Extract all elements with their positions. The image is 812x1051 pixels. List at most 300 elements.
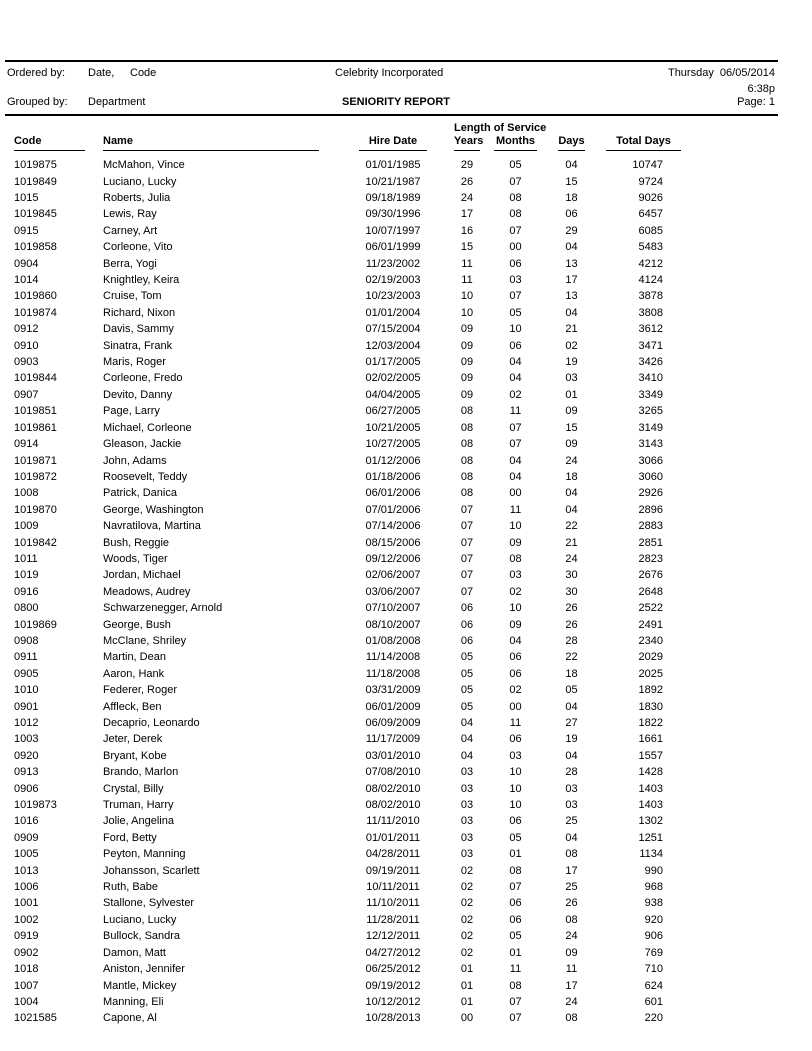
cell-total-days: 710 <box>644 963 663 976</box>
cell-name: Page, Larry <box>103 405 160 418</box>
cell-name: Capone, Al <box>103 1012 157 1025</box>
cell-code: 0903 <box>14 356 39 369</box>
cell-name: Gleason, Jackie <box>103 438 182 451</box>
cell-code: 1016 <box>14 815 39 828</box>
table-row <box>14 387 681 403</box>
cell-total-days: 920 <box>644 913 663 926</box>
cell-days: 30 <box>565 585 578 598</box>
cell-code: 0916 <box>14 585 39 598</box>
col-header-code: Code <box>14 135 85 151</box>
cell-name: George, Bush <box>103 618 171 631</box>
cell-code: 1019851 <box>14 405 57 418</box>
table-row <box>14 600 681 616</box>
cell-years: 03 <box>460 782 474 795</box>
cell-total-days: 990 <box>644 864 663 877</box>
cell-months: 04 <box>509 454 522 467</box>
cell-years: 24 <box>460 192 474 205</box>
cell-years: 00 <box>460 1012 474 1025</box>
cell-hire-date: 10/21/1987 <box>365 175 421 188</box>
cell-days: 15 <box>565 175 578 188</box>
cell-code: 1019869 <box>14 618 57 631</box>
cell-total-days: 2896 <box>638 503 663 516</box>
cell-code: 1021585 <box>14 1012 57 1025</box>
cell-hire-date: 03/31/2009 <box>365 684 421 697</box>
table-row <box>14 961 681 977</box>
cell-hire-date: 06/01/2009 <box>365 700 421 713</box>
cell-name: Patrick, Danica <box>103 487 177 500</box>
cell-hire-date: 09/18/1989 <box>365 192 421 205</box>
cell-months: 08 <box>509 552 522 565</box>
cell-total-days: 2676 <box>638 569 663 582</box>
cell-years: 11 <box>461 274 473 287</box>
grouped-by-value: Department <box>88 96 146 108</box>
cell-months: 06 <box>509 339 522 352</box>
cell-code: 0800 <box>14 602 39 615</box>
cell-years: 26 <box>460 175 474 188</box>
cell-name: Aaron, Hank <box>103 667 165 680</box>
cell-total-days: 1134 <box>639 848 663 861</box>
cell-code: 1013 <box>14 864 39 877</box>
cell-name: Ford, Betty <box>103 831 157 844</box>
cell-hire-date: 02/02/2005 <box>365 372 421 385</box>
cell-years: 07 <box>460 503 474 516</box>
table-row <box>14 452 681 468</box>
cell-years: 29 <box>460 159 474 172</box>
ordered-by-label: Ordered by: <box>7 67 66 79</box>
cell-days: 04 <box>565 749 578 762</box>
cell-name: McClane, Shriley <box>103 634 187 647</box>
table-row <box>14 715 681 731</box>
cell-days: 19 <box>565 356 578 369</box>
table-row <box>14 977 681 993</box>
cell-days: 28 <box>565 766 578 779</box>
cell-months: 11 <box>509 717 522 730</box>
table-row <box>14 305 681 321</box>
table-row <box>14 584 681 600</box>
cell-total-days: 3878 <box>638 290 663 303</box>
cell-years: 02 <box>460 897 474 910</box>
cell-hire-date: 01/17/2005 <box>365 356 421 369</box>
cell-hire-date: 12/12/2011 <box>365 930 421 943</box>
cell-code: 1018 <box>14 963 39 976</box>
cell-total-days: 220 <box>644 1012 663 1025</box>
cell-name: John, Adams <box>103 454 167 467</box>
cell-months: 07 <box>509 995 522 1008</box>
cell-months: 03 <box>509 274 522 287</box>
cell-code: 1019849 <box>14 175 57 188</box>
cell-days: 21 <box>565 536 578 549</box>
cell-years: 03 <box>460 848 474 861</box>
cell-hire-date: 07/08/2010 <box>365 766 421 779</box>
cell-code: 1019860 <box>14 290 57 303</box>
cell-name: Corleone, Fredo <box>103 372 183 385</box>
cell-total-days: 3265 <box>638 405 663 418</box>
cell-hire-date: 11/14/2008 <box>365 651 421 664</box>
table-row <box>14 255 681 271</box>
cell-hire-date: 08/10/2007 <box>365 618 421 631</box>
cell-total-days: 906 <box>644 930 663 943</box>
ordered-by-value-date: Date, <box>88 67 115 79</box>
cell-hire-date: 09/19/2011 <box>365 864 421 877</box>
cell-total-days: 2025 <box>638 667 663 680</box>
cell-months: 11 <box>509 503 522 516</box>
cell-hire-date: 03/01/2010 <box>365 749 421 762</box>
cell-code: 1019845 <box>14 208 57 221</box>
cell-days: 18 <box>565 470 578 483</box>
cell-months: 09 <box>509 618 522 631</box>
header-rule <box>5 114 778 116</box>
cell-days: 03 <box>565 799 578 812</box>
cell-hire-date: 10/11/2011 <box>366 881 420 894</box>
cell-total-days: 3808 <box>638 306 663 319</box>
cell-code: 0912 <box>14 323 39 336</box>
cell-years: 05 <box>460 651 474 664</box>
cell-hire-date: 06/27/2005 <box>365 405 421 418</box>
cell-years: 04 <box>460 733 474 746</box>
cell-hire-date: 08/02/2010 <box>365 782 421 795</box>
table-row <box>14 912 681 928</box>
cell-days: 11 <box>565 963 578 976</box>
table-row <box>14 616 681 632</box>
cell-code: 1015 <box>14 192 39 205</box>
cell-total-days: 2522 <box>638 602 663 615</box>
table-row <box>14 682 681 698</box>
cell-days: 04 <box>565 159 578 172</box>
cell-name: Cruise, Tom <box>103 290 162 303</box>
cell-hire-date: 11/28/2011 <box>366 913 420 926</box>
cell-days: 04 <box>565 503 578 516</box>
cell-months: 11 <box>509 963 522 976</box>
cell-total-days: 1403 <box>638 782 663 795</box>
cell-total-days: 1428 <box>638 766 663 779</box>
cell-name: Berra, Yogi <box>103 257 157 270</box>
cell-years: 09 <box>460 323 474 336</box>
cell-hire-date: 04/04/2005 <box>365 388 421 401</box>
table-row <box>14 1010 681 1026</box>
cell-hire-date: 06/25/2012 <box>365 963 421 976</box>
cell-years: 09 <box>460 388 474 401</box>
cell-name: Peyton, Manning <box>103 848 186 861</box>
cell-days: 24 <box>565 454 578 467</box>
cell-code: 1014 <box>14 274 39 287</box>
cell-months: 06 <box>509 815 522 828</box>
cell-name: Damon, Matt <box>103 946 166 959</box>
cell-name: Maris, Roger <box>103 356 166 369</box>
cell-months: 07 <box>509 438 522 451</box>
cell-name: Devito, Danny <box>103 388 173 401</box>
cell-total-days: 1822 <box>638 717 663 730</box>
cell-total-days: 624 <box>644 979 663 992</box>
cell-name: Stallone, Sylvester <box>103 897 195 910</box>
cell-days: 17 <box>565 979 578 992</box>
cell-code: 1009 <box>14 520 39 533</box>
table-row <box>14 928 681 944</box>
cell-code: 1010 <box>14 684 39 697</box>
cell-hire-date: 07/14/2006 <box>365 520 421 533</box>
cell-days: 25 <box>565 815 578 828</box>
cell-name: Navratilova, Martina <box>103 520 201 533</box>
cell-years: 08 <box>460 405 474 418</box>
cell-days: 04 <box>565 241 578 254</box>
table-row <box>14 879 681 895</box>
cell-days: 08 <box>565 1012 578 1025</box>
cell-total-days: 3060 <box>638 470 663 483</box>
cell-hire-date: 04/27/2012 <box>365 946 421 959</box>
cell-hire-date: 06/09/2009 <box>365 717 421 730</box>
cell-name: George, Washington <box>103 503 204 516</box>
report-table <box>14 157 681 1027</box>
cell-name: Johansson, Scarlett <box>103 864 200 877</box>
cell-code: 1019861 <box>14 421 57 434</box>
cell-hire-date: 06/01/2006 <box>365 487 421 500</box>
cell-code: 1019842 <box>14 536 57 549</box>
cell-months: 06 <box>509 913 522 926</box>
cell-code: 1019 <box>14 569 39 582</box>
cell-years: 03 <box>460 799 474 812</box>
cell-days: 17 <box>565 274 578 287</box>
table-row <box>14 797 681 813</box>
table-row <box>14 223 681 239</box>
cell-days: 30 <box>565 569 578 582</box>
cell-hire-date: 07/15/2004 <box>365 323 421 336</box>
col-header-months: Months <box>494 135 537 151</box>
table-row <box>14 288 681 304</box>
report-table-body <box>14 157 681 1027</box>
cell-total-days: 2883 <box>638 520 663 533</box>
cell-name: Jordan, Michael <box>103 569 181 582</box>
table-row <box>14 534 681 550</box>
cell-code: 1006 <box>14 881 39 894</box>
col-header-hire-date: Hire Date <box>359 135 427 151</box>
cell-code: 0901 <box>14 700 39 713</box>
cell-total-days: 9026 <box>638 192 663 205</box>
cell-name: Mantle, Mickey <box>103 979 177 992</box>
table-row <box>14 420 681 436</box>
cell-years: 02 <box>460 913 474 926</box>
cell-years: 08 <box>460 421 474 434</box>
cell-years: 08 <box>460 487 474 500</box>
table-row <box>14 469 681 485</box>
report-title: SENIORITY REPORT <box>342 96 450 108</box>
cell-total-days: 1830 <box>638 700 663 713</box>
cell-years: 09 <box>460 372 474 385</box>
cell-hire-date: 10/27/2005 <box>365 438 421 451</box>
cell-name: Truman, Harry <box>103 799 174 812</box>
table-row <box>14 895 681 911</box>
cell-total-days: 3471 <box>638 339 663 352</box>
cell-name: Davis, Sammy <box>103 323 174 336</box>
cell-code: 1002 <box>14 913 39 926</box>
cell-hire-date: 07/01/2006 <box>365 503 421 516</box>
grouped-by-label: Grouped by: <box>7 96 68 108</box>
table-row <box>14 157 681 173</box>
cell-years: 03 <box>460 815 474 828</box>
top-rule <box>5 60 778 62</box>
cell-years: 10 <box>460 306 474 319</box>
cell-days: 18 <box>565 667 578 680</box>
cell-years: 07 <box>460 569 474 582</box>
cell-code: 0915 <box>14 224 39 237</box>
table-row <box>14 370 681 386</box>
table-row <box>14 173 681 189</box>
table-row <box>14 830 681 846</box>
cell-total-days: 1892 <box>638 684 663 697</box>
cell-months: 03 <box>509 569 522 582</box>
cell-total-days: 3066 <box>638 454 663 467</box>
cell-name: Brando, Marlon <box>103 766 179 779</box>
cell-total-days: 9724 <box>638 175 663 188</box>
cell-years: 07 <box>460 536 474 549</box>
cell-months: 10 <box>509 766 522 779</box>
cell-hire-date: 11/23/2002 <box>365 257 421 270</box>
cell-code: 1011 <box>14 552 38 565</box>
cell-hire-date: 01/08/2008 <box>365 634 421 647</box>
cell-months: 00 <box>509 487 522 500</box>
cell-years: 08 <box>460 438 474 451</box>
cell-days: 03 <box>565 372 578 385</box>
cell-code: 0911 <box>14 651 38 664</box>
table-row <box>14 502 681 518</box>
cell-total-days: 3410 <box>638 372 663 385</box>
cell-total-days: 2851 <box>638 536 663 549</box>
cell-name: Knightley, Keira <box>103 274 180 287</box>
cell-months: 10 <box>509 602 522 615</box>
cell-code: 1019870 <box>14 503 57 516</box>
cell-months: 06 <box>509 733 522 746</box>
cell-months: 00 <box>509 241 522 254</box>
cell-hire-date: 06/01/1999 <box>365 241 421 254</box>
cell-years: 02 <box>460 864 474 877</box>
cell-total-days: 3149 <box>638 421 663 434</box>
cell-total-days: 10747 <box>632 159 663 172</box>
cell-total-days: 938 <box>644 897 663 910</box>
cell-hire-date: 10/28/2013 <box>365 1012 421 1025</box>
cell-name: Schwarzenegger, Arnold <box>103 602 223 615</box>
cell-months: 10 <box>509 782 522 795</box>
cell-years: 01 <box>460 979 474 992</box>
cell-months: 07 <box>509 881 522 894</box>
cell-total-days: 1661 <box>638 733 663 746</box>
cell-years: 03 <box>460 831 474 844</box>
table-row <box>14 780 681 796</box>
cell-days: 13 <box>565 257 578 270</box>
cell-total-days: 3612 <box>638 323 663 336</box>
cell-hire-date: 02/19/2003 <box>365 274 421 287</box>
cell-hire-date: 11/10/2011 <box>366 897 420 910</box>
cell-total-days: 968 <box>644 881 663 894</box>
cell-total-days: 5483 <box>638 241 663 254</box>
cell-hire-date: 11/17/2009 <box>365 733 421 746</box>
cell-months: 02 <box>509 585 522 598</box>
table-row <box>14 862 681 878</box>
cell-months: 10 <box>509 323 522 336</box>
cell-hire-date: 01/12/2006 <box>365 454 421 467</box>
page-number: Page: 1 <box>737 96 775 108</box>
cell-hire-date: 10/07/1997 <box>365 224 421 237</box>
cell-hire-date: 11/18/2008 <box>365 667 421 680</box>
cell-total-days: 2491 <box>638 618 663 631</box>
cell-code: 0906 <box>14 782 39 795</box>
cell-months: 00 <box>509 700 522 713</box>
cell-code: 1005 <box>14 848 39 861</box>
cell-name: Corleone, Vito <box>103 241 173 254</box>
cell-years: 17 <box>460 208 474 221</box>
cell-days: 01 <box>565 388 578 401</box>
cell-total-days: 4212 <box>638 257 663 270</box>
cell-hire-date: 01/18/2006 <box>365 470 421 483</box>
cell-code: 0904 <box>14 257 39 270</box>
cell-months: 11 <box>509 405 522 418</box>
cell-hire-date: 10/12/2012 <box>365 995 421 1008</box>
cell-months: 02 <box>509 684 522 697</box>
table-row <box>14 321 681 337</box>
table-row <box>14 337 681 353</box>
cell-days: 26 <box>565 897 578 910</box>
cell-hire-date: 08/15/2006 <box>365 536 421 549</box>
cell-months: 05 <box>509 831 522 844</box>
cell-hire-date: 03/06/2007 <box>365 585 421 598</box>
cell-hire-date: 12/03/2004 <box>365 339 421 352</box>
cell-code: 1001 <box>14 897 39 910</box>
cell-name: Jeter, Derek <box>103 733 163 746</box>
cell-code: 1019872 <box>14 470 57 483</box>
table-row <box>14 945 681 961</box>
cell-months: 10 <box>509 520 522 533</box>
column-header-table <box>14 121 681 151</box>
table-row <box>14 518 681 534</box>
cell-months: 01 <box>509 946 522 959</box>
cell-days: 08 <box>565 848 578 861</box>
col-header-name: Name <box>103 135 319 151</box>
cell-months: 07 <box>509 175 522 188</box>
cell-days: 24 <box>565 552 578 565</box>
cell-years: 02 <box>460 930 474 943</box>
cell-months: 07 <box>509 290 522 303</box>
cell-name: McMahon, Vince <box>103 159 185 172</box>
cell-months: 03 <box>509 749 522 762</box>
report-date: Thursday 06/05/2014 <box>667 67 775 79</box>
cell-years: 09 <box>460 356 474 369</box>
cell-months: 05 <box>509 930 522 943</box>
cell-months: 06 <box>509 667 522 680</box>
cell-months: 10 <box>509 799 522 812</box>
cell-days: 04 <box>565 831 578 844</box>
cell-name: Michael, Corleone <box>103 421 192 434</box>
cell-months: 04 <box>509 470 522 483</box>
cell-years: 08 <box>460 454 474 467</box>
cell-total-days: 2926 <box>638 487 663 500</box>
cell-days: 05 <box>565 684 578 697</box>
cell-years: 01 <box>460 963 474 976</box>
cell-days: 24 <box>565 995 578 1008</box>
cell-days: 04 <box>565 487 578 500</box>
cell-years: 06 <box>460 634 474 647</box>
cell-days: 09 <box>565 438 578 451</box>
cell-code: 0914 <box>14 438 39 451</box>
cell-total-days: 3426 <box>638 356 663 369</box>
cell-days: 28 <box>565 634 578 647</box>
cell-name: Woods, Tiger <box>103 552 168 565</box>
cell-years: 02 <box>460 946 474 959</box>
cell-months: 08 <box>509 864 522 877</box>
cell-code: 1019844 <box>14 372 57 385</box>
cell-total-days: 1251 <box>638 831 663 844</box>
cell-total-days: 3349 <box>638 388 663 401</box>
cell-total-days: 1403 <box>638 799 663 812</box>
cell-hire-date: 09/19/2012 <box>365 979 421 992</box>
cell-total-days: 3143 <box>638 438 663 451</box>
cell-total-days: 769 <box>644 946 663 959</box>
